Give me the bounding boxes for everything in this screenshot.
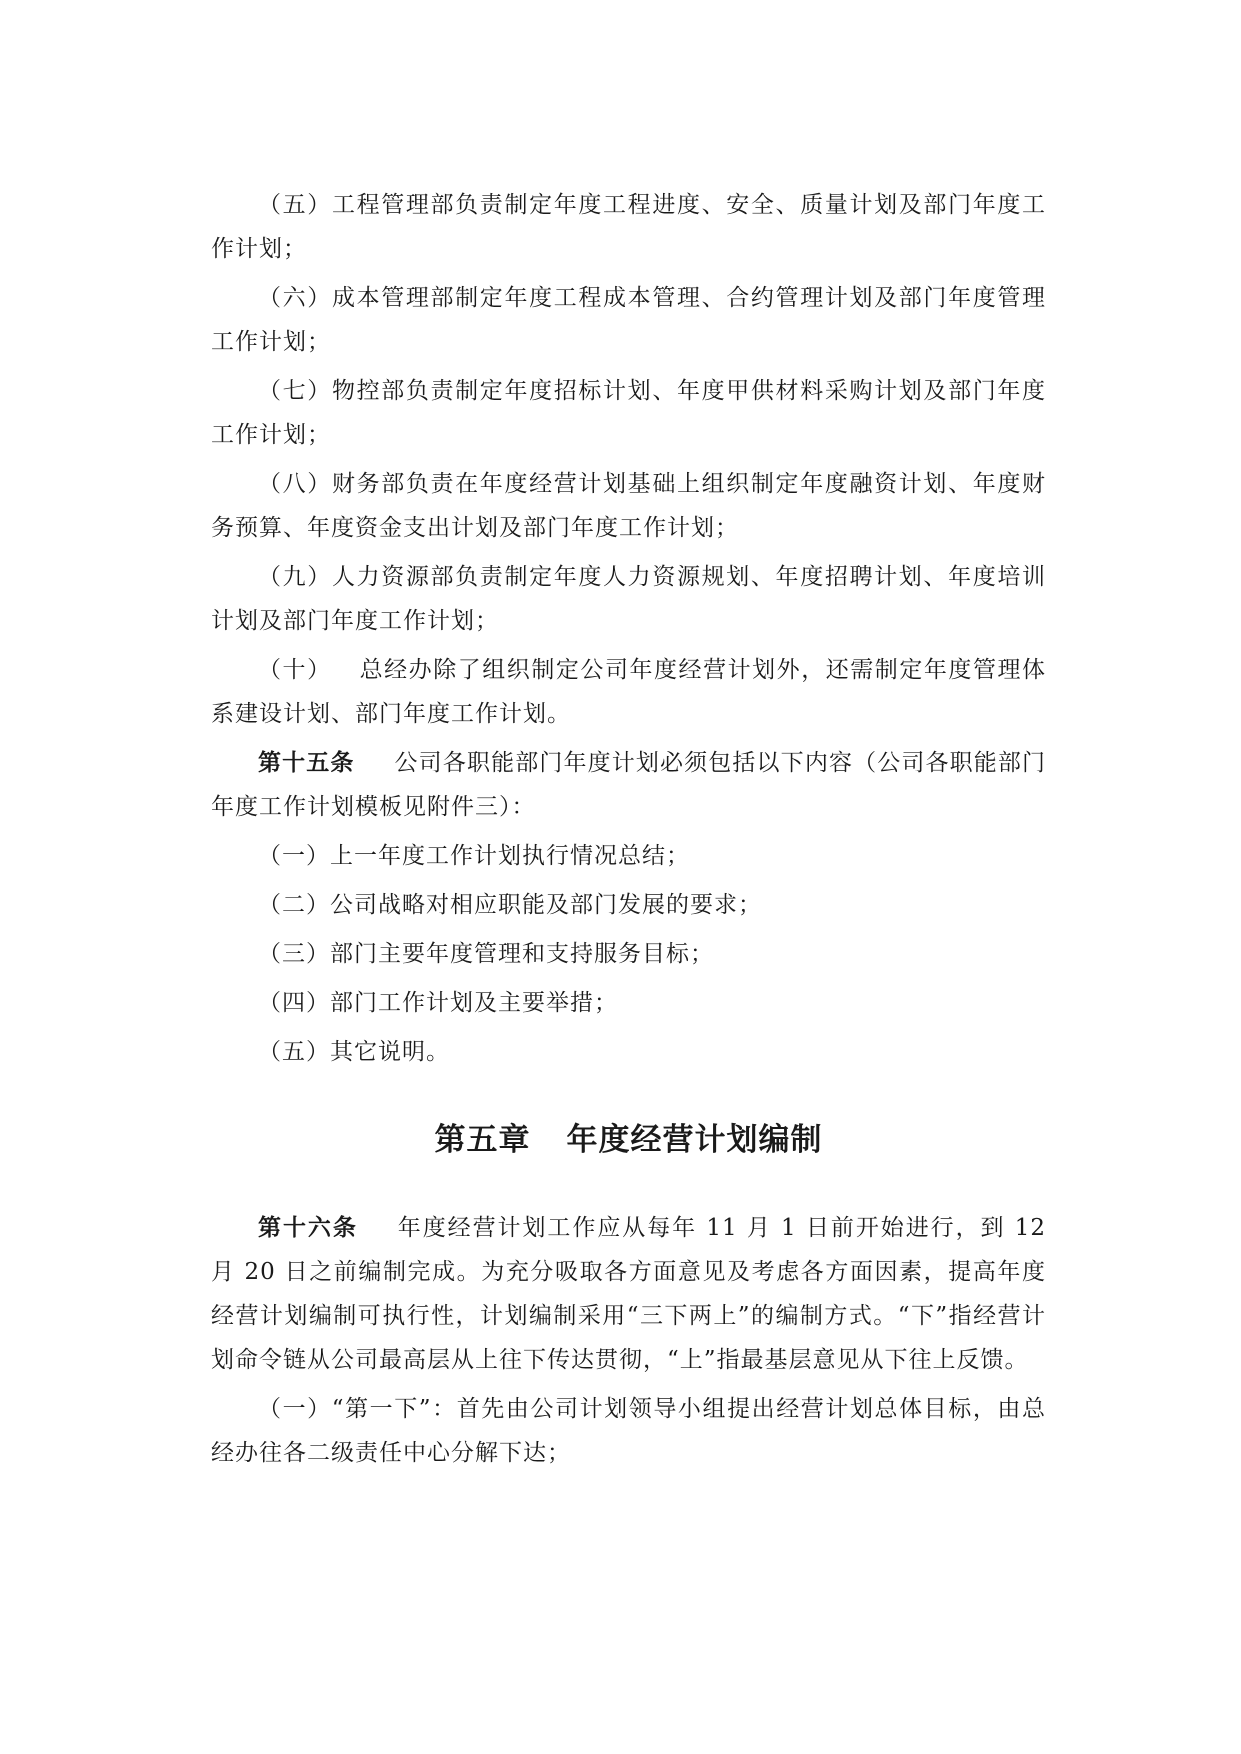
item-text: 公司战略对相应职能及部门发展的要求；: [330, 892, 762, 918]
item-number: （六）: [258, 285, 332, 311]
item-text: “第一下”：首先由公司计划领导小组提出经营计划总体目标，由总经办往各二级责任中心分解下达；: [211, 1396, 1046, 1466]
list-item: [211, 932, 1046, 976]
item-text: 人力资源部负责制定年度人力资源规划、年度招聘计划、年度培训计划及部门年度工作计划；: [211, 564, 1047, 634]
item-number: （五）: [258, 1039, 330, 1065]
article-paragraph: [211, 1206, 1046, 1382]
item-number: （四）: [258, 990, 330, 1016]
article-paragraph: [211, 741, 1046, 829]
item-text: 物控部负责制定年度招标计划、年度甲供材料采购计划及部门年度工作计划；: [211, 378, 1047, 448]
chapter-heading: [211, 1118, 1046, 1162]
item-number: （三）: [258, 941, 330, 967]
item-text: 工程管理部负责制定年度工程进度、安全、质量计划及部门年度工作计划；: [211, 192, 1047, 262]
item-number: （十）: [258, 657, 332, 683]
item-text: 其它说明。: [330, 1039, 450, 1065]
item-number: （七）: [258, 378, 332, 404]
item-number: （一）: [258, 1396, 332, 1422]
item-text: 总经办除了组织制定公司年度经营计划外，还需制定年度管理体系建设计划、部门年度工作计划。: [211, 657, 1047, 727]
list-item: [211, 648, 1046, 736]
article-number: 第十六条: [258, 1215, 358, 1241]
list-item: [211, 1387, 1046, 1475]
item-number: （二）: [258, 892, 330, 918]
chapter-title-text: 年度经营计划编制: [566, 1122, 823, 1158]
article-text: 公司各职能部门年度计划必须包括以下内容（公司各职能部门年度工作计划模板见附件三）：: [211, 750, 1047, 820]
chapter-number: 第五章: [434, 1122, 531, 1158]
item-text: 部门主要年度管理和支持服务目标；: [330, 941, 714, 967]
article-text: 年度经营计划工作应从每年 11 月 1 日前开始进行，到 12 月 20 日之前编制完成。为充分吸取各方面意见及考虑各方面因素，提高年度经营计划编制可执行性，计划编制采用“三下两上”的编制方式。“下”指经营计划命令链从公司最高层从上往下传达贯彻，“上”指最基层意见从下往上反馈。: [211, 1215, 1046, 1373]
list-item: [211, 981, 1046, 1025]
list-item: [211, 1030, 1046, 1074]
list-item: [211, 462, 1046, 550]
item-number: （五）: [258, 192, 332, 218]
item-number: （一）: [258, 843, 330, 869]
list-item: [211, 183, 1046, 271]
list-item: [211, 276, 1046, 364]
list-item: [211, 883, 1046, 927]
item-text: 部门工作计划及主要举措；: [330, 990, 618, 1016]
list-item: [211, 369, 1046, 457]
item-text: 成本管理部制定年度工程成本管理、合约管理计划及部门年度管理工作计划；: [211, 285, 1047, 355]
list-item: [211, 834, 1046, 878]
item-number: （九）: [258, 564, 332, 590]
item-text: 财务部负责在年度经营计划基础上组织制定年度融资计划、年度财务预算、年度资金支出计划及部门年度工作计划；: [211, 471, 1047, 541]
document-body: [211, 183, 1046, 1480]
article-number: 第十五条: [258, 750, 355, 776]
item-text: 上一年度工作计划执行情况总结；: [330, 843, 690, 869]
list-item: [211, 555, 1046, 643]
item-number: （八）: [258, 471, 332, 497]
